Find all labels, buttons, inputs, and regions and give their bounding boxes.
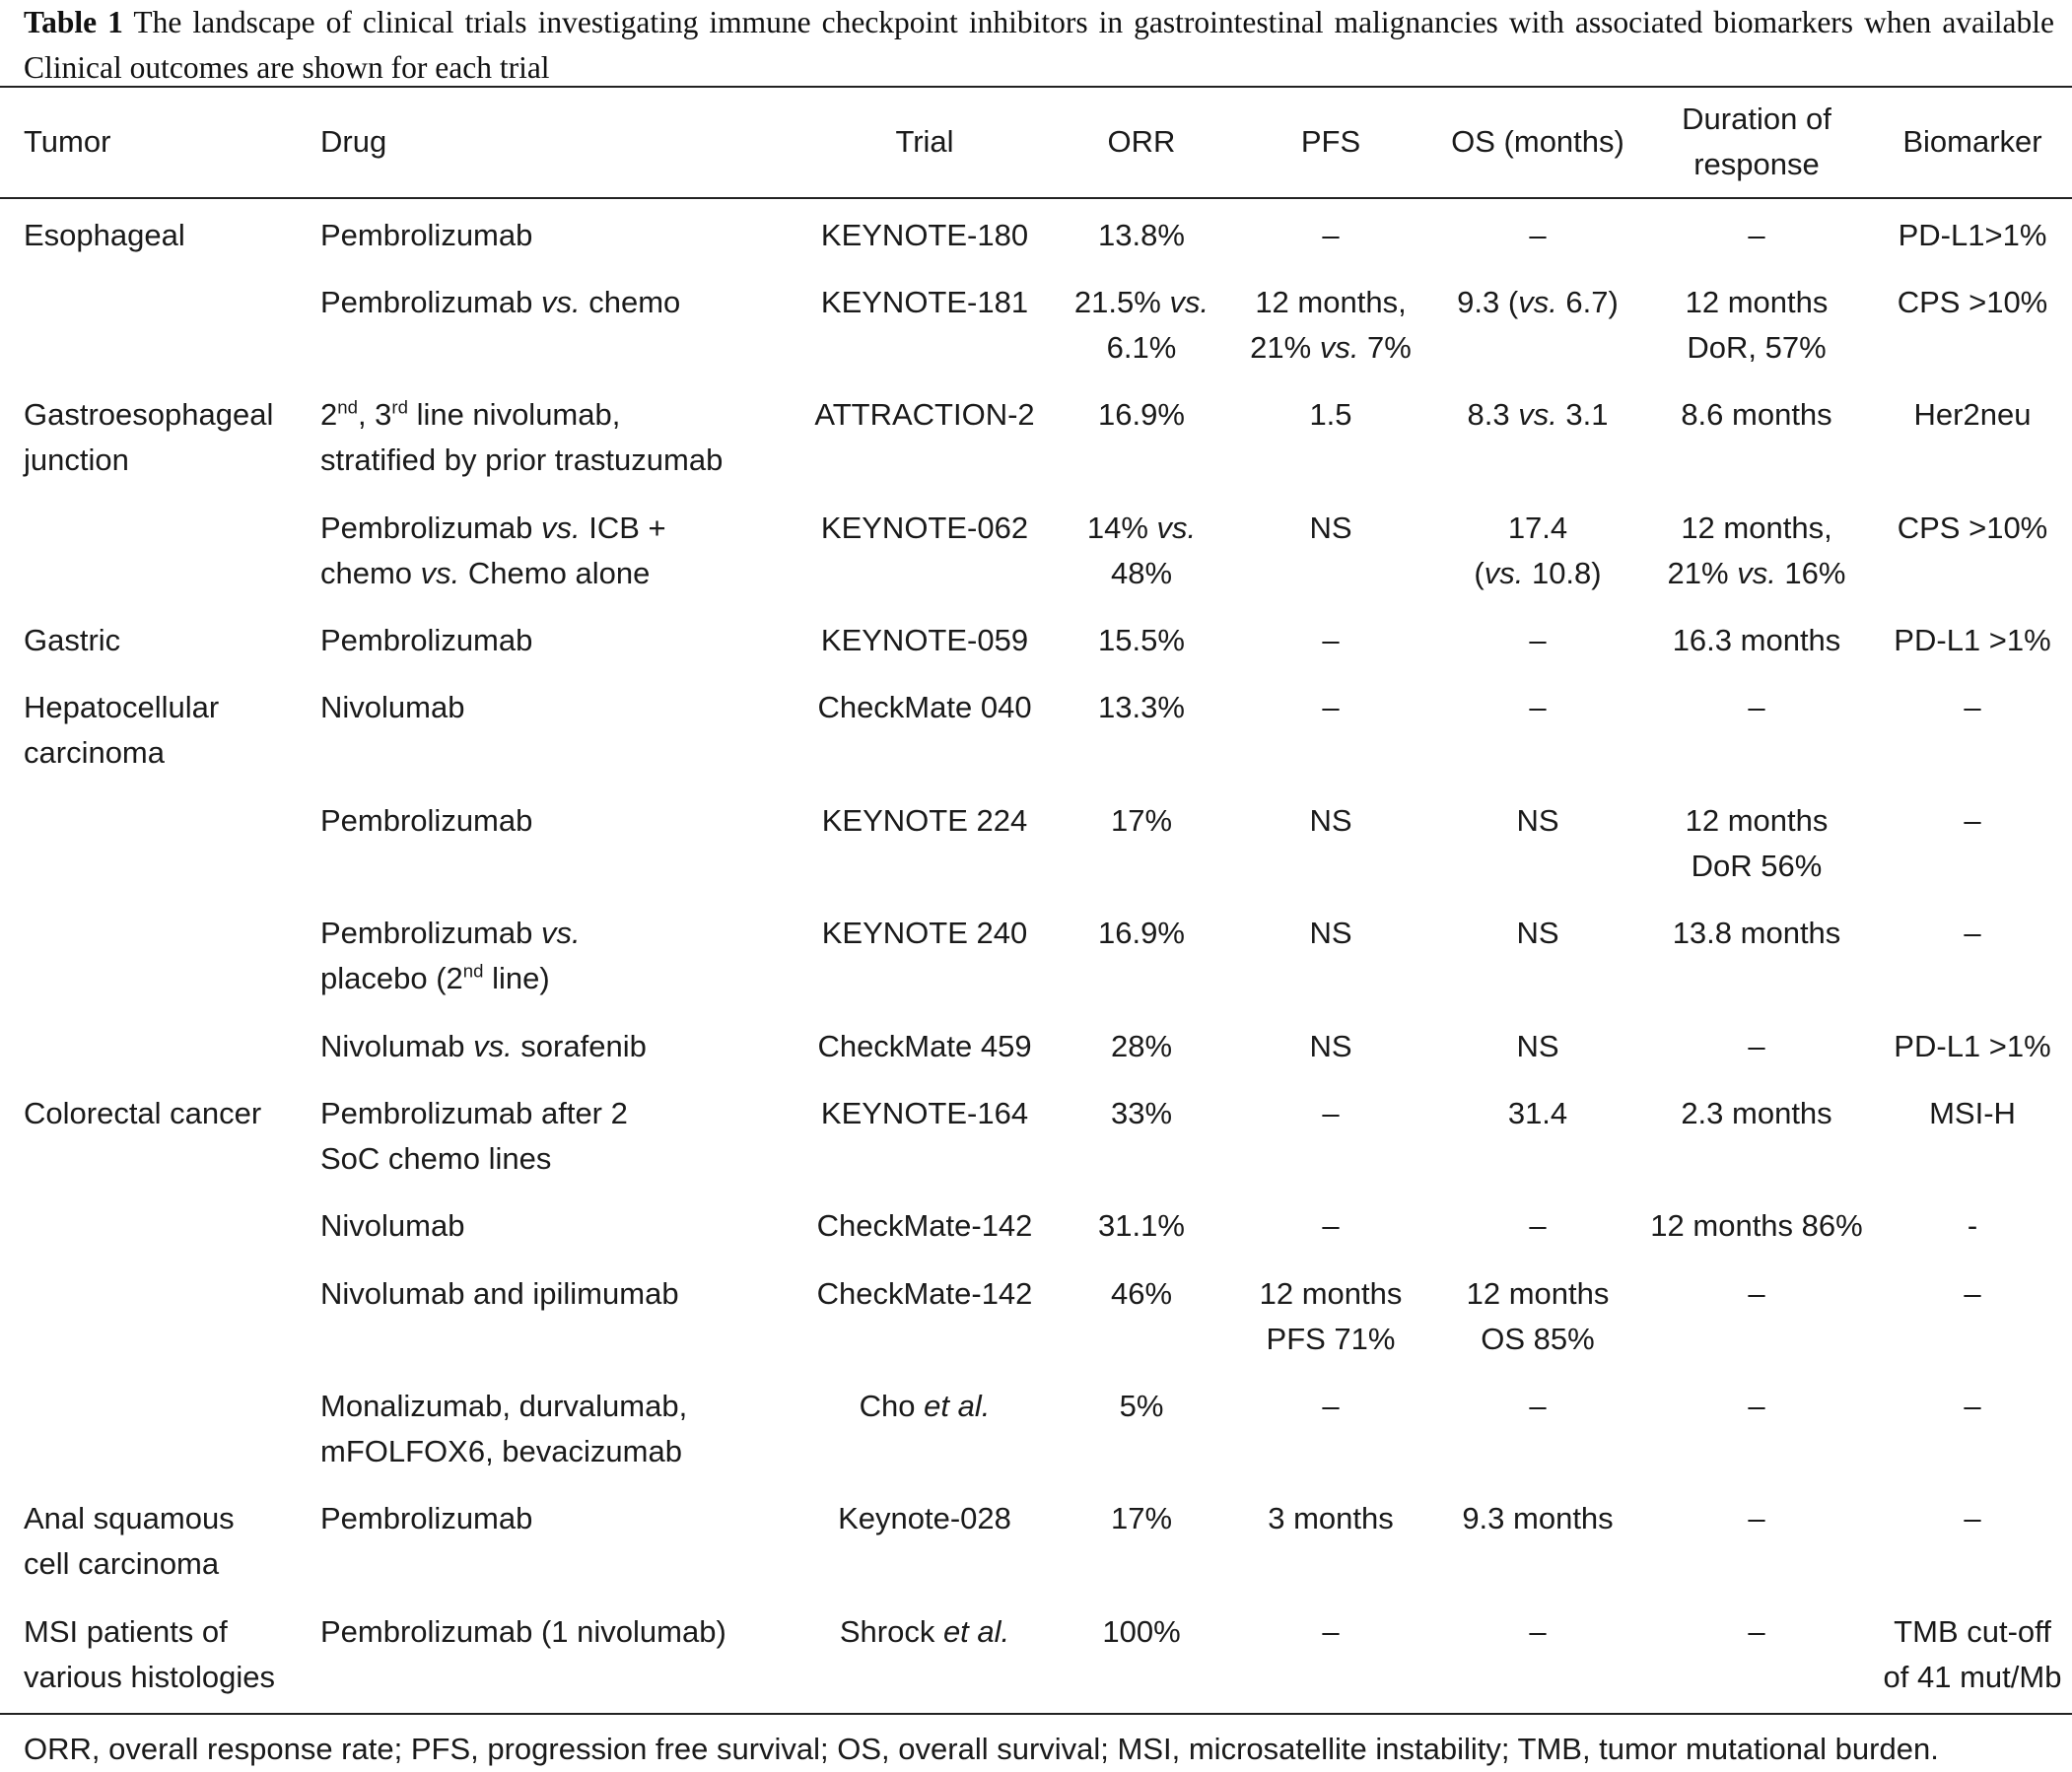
- cell-biomarker: –: [1964, 1389, 1981, 1423]
- cell-os: 31.4: [1507, 1096, 1568, 1130]
- cell-os: NS: [1516, 803, 1559, 838]
- cell-os: 12 months OS 85%: [1466, 1276, 1610, 1356]
- cell-trial: KEYNOTE-164: [820, 1096, 1029, 1130]
- cell-biomarker: TMB cut-off of 41 mut/Mb: [1883, 1614, 2062, 1694]
- cell-biomarker: PD-L1 >1%: [1894, 623, 2051, 657]
- cell-trial: KEYNOTE 224: [821, 803, 1028, 838]
- cell-orr: 16.9%: [1098, 916, 1185, 950]
- cell-drug: Pembrolizumab (1 nivolumab): [320, 1614, 726, 1649]
- cell-pfs: –: [1322, 690, 1340, 724]
- cell-orr: 15.5%: [1098, 623, 1185, 657]
- cell-drug: Nivolumab: [320, 1208, 465, 1243]
- cell-pfs: –: [1322, 1389, 1340, 1423]
- cell-biomarker: –: [1964, 1276, 1981, 1311]
- cell-orr: 33%: [1110, 1096, 1173, 1130]
- cell-drug: Pembrolizumab after 2 SoC chemo lines: [320, 1096, 628, 1176]
- cell-trial: Cho et al.: [859, 1389, 991, 1423]
- cell-trial: KEYNOTE-181: [820, 285, 1029, 319]
- header-duration-of-response: Duration of response: [1682, 102, 1831, 181]
- cell-trial: ATTRACTION-2: [814, 397, 1035, 432]
- cell-orr: 13.8%: [1098, 218, 1185, 252]
- cell-trial: KEYNOTE-059: [820, 623, 1029, 657]
- cell-tumor: Anal squamous cell carcinoma: [24, 1501, 235, 1581]
- cell-drug: 2nd, 3rd line nivolumab, stratified by prior trastuzumab: [320, 396, 724, 477]
- cell-orr: 14% vs. 48%: [1086, 511, 1197, 590]
- cell-biomarker: PD-L1 >1%: [1894, 1029, 2051, 1063]
- cell-os: 8.3 vs. 3.1: [1467, 397, 1609, 432]
- cell-os: 9.3 months: [1462, 1501, 1614, 1535]
- cell-pfs: NS: [1309, 1029, 1352, 1063]
- cell-drug: Pembrolizumab: [320, 218, 533, 252]
- cell-trial: KEYNOTE-180: [820, 218, 1029, 252]
- cell-os: –: [1529, 690, 1547, 724]
- cell-trial: CheckMate-142: [816, 1276, 1033, 1311]
- cell-os: NS: [1516, 916, 1559, 950]
- cell-duration-of-response: –: [1748, 1389, 1765, 1423]
- cell-biomarker: -: [1967, 1208, 1978, 1243]
- cell-duration-of-response: –: [1748, 690, 1765, 724]
- cell-pfs: NS: [1309, 916, 1352, 950]
- cell-drug: Monalizumab, durvalumab, mFOLFOX6, bevacizumab: [320, 1389, 688, 1468]
- cell-tumor: Esophageal: [24, 218, 185, 252]
- cell-orr: 17%: [1110, 803, 1173, 838]
- header-trial: Trial: [895, 124, 954, 159]
- header-tumor: Tumor: [24, 124, 111, 159]
- cell-drug: Pembrolizumab vs. ICB + chemo vs. Chemo alone: [320, 511, 666, 590]
- cell-duration-of-response: 16.3 months: [1672, 623, 1841, 657]
- cell-tumor: Hepatocellular carcinoma: [24, 690, 220, 770]
- header-biomarker: Biomarker: [1902, 124, 2042, 159]
- cell-pfs: 12 months PFS 71%: [1259, 1276, 1403, 1356]
- cell-drug: Pembrolizumab vs. placebo (2nd line): [320, 916, 581, 995]
- cell-drug: Pembrolizumab: [320, 803, 533, 838]
- cell-drug: Pembrolizumab: [320, 623, 533, 657]
- cell-os: –: [1529, 623, 1547, 657]
- cell-trial: KEYNOTE 240: [821, 916, 1028, 950]
- cell-biomarker: CPS >10%: [1897, 285, 2048, 319]
- cell-trial: CheckMate-142: [816, 1208, 1033, 1243]
- cell-orr: 31.1%: [1098, 1208, 1185, 1243]
- cell-orr: 46%: [1110, 1276, 1173, 1311]
- cell-duration-of-response: 2.3 months: [1681, 1096, 1832, 1130]
- cell-biomarker: –: [1964, 1501, 1981, 1535]
- cell-pfs: –: [1322, 623, 1340, 657]
- cell-biomarker: –: [1964, 803, 1981, 838]
- cell-duration-of-response: 12 months 86%: [1650, 1208, 1863, 1243]
- header-drug: Drug: [320, 124, 387, 159]
- cell-orr: 16.9%: [1098, 397, 1185, 432]
- table-caption: [24, 0, 2054, 91]
- caption-text: The landscape of clinical trials investigating immune checkpoint inhibitors in gastrointestinal malignancies with associated biomarkers when available Clinical outcomes are shown for each trial: [24, 5, 2055, 85]
- table-top-rule: [0, 86, 2072, 88]
- cell-tumor: MSI patients of various histologies: [24, 1614, 276, 1694]
- cell-pfs: –: [1322, 1208, 1340, 1243]
- cell-os: –: [1529, 1208, 1547, 1243]
- cell-biomarker: PD-L1>1%: [1898, 218, 2047, 252]
- cell-orr: 28%: [1110, 1029, 1173, 1063]
- cell-trial: CheckMate 459: [817, 1029, 1032, 1063]
- cell-duration-of-response: 8.6 months: [1681, 397, 1832, 432]
- table-footnote: ORR, overall response rate; PFS, progression free survival; OS, overall survival; MSI, microsatellite instability; TMB, tumor mutational burden.: [24, 1732, 1939, 1766]
- cell-os: –: [1529, 1389, 1547, 1423]
- cell-os: 17.4 (vs. 10.8): [1474, 511, 1602, 590]
- header-os: OS (months): [1451, 124, 1624, 159]
- cell-pfs: 12 months, 21% vs. 7%: [1250, 285, 1412, 365]
- table-bottom-rule: [0, 1713, 2072, 1715]
- cell-duration-of-response: 13.8 months: [1672, 916, 1841, 950]
- cell-drug: Pembrolizumab: [320, 1501, 533, 1535]
- cell-orr: 17%: [1110, 1501, 1173, 1535]
- header-pfs: PFS: [1300, 124, 1361, 159]
- cell-os: NS: [1516, 1029, 1559, 1063]
- cell-tumor: Colorectal cancer: [24, 1096, 262, 1130]
- cell-duration-of-response: –: [1748, 1501, 1765, 1535]
- cell-biomarker: –: [1964, 690, 1981, 724]
- cell-pfs: NS: [1309, 803, 1352, 838]
- cell-pfs: NS: [1309, 511, 1352, 545]
- cell-orr: 100%: [1102, 1614, 1181, 1649]
- cell-biomarker: CPS >10%: [1897, 511, 2048, 545]
- cell-drug: Nivolumab: [320, 690, 465, 724]
- cell-biomarker: –: [1964, 916, 1981, 950]
- caption-label: Table 1: [24, 5, 123, 39]
- cell-orr: 13.3%: [1098, 690, 1185, 724]
- cell-os: –: [1529, 1614, 1547, 1649]
- cell-pfs: –: [1322, 218, 1340, 252]
- cell-duration-of-response: 12 months, 21% vs. 16%: [1667, 511, 1846, 590]
- cell-drug: Nivolumab and ipilimumab: [320, 1276, 679, 1311]
- cell-duration-of-response: 12 months DoR, 57%: [1685, 285, 1829, 365]
- cell-duration-of-response: –: [1748, 1029, 1765, 1063]
- cell-pfs: 1.5: [1309, 397, 1352, 432]
- cell-tumor: Gastroesophageal junction: [24, 397, 274, 477]
- cell-duration-of-response: –: [1748, 218, 1765, 252]
- cell-biomarker: MSI-H: [1929, 1096, 2016, 1130]
- cell-pfs: –: [1322, 1614, 1340, 1649]
- cell-trial: Shrock et al.: [839, 1614, 1010, 1649]
- cell-os: –: [1529, 218, 1547, 252]
- cell-os: 9.3 (vs. 6.7): [1457, 285, 1619, 319]
- cell-trial: Keynote-028: [838, 1501, 1011, 1535]
- cell-orr: 21.5% vs. 6.1%: [1073, 285, 1209, 365]
- cell-duration-of-response: –: [1748, 1614, 1765, 1649]
- cell-trial: CheckMate 040: [817, 690, 1032, 724]
- cell-trial: KEYNOTE-062: [820, 511, 1029, 545]
- cell-drug: Nivolumab vs. sorafenib: [320, 1029, 647, 1063]
- cell-biomarker: Her2neu: [1913, 397, 2032, 432]
- cell-duration-of-response: 12 months DoR 56%: [1685, 803, 1829, 883]
- cell-pfs: 3 months: [1268, 1501, 1394, 1535]
- cell-duration-of-response: –: [1748, 1276, 1765, 1311]
- cell-orr: 5%: [1119, 1389, 1164, 1423]
- cell-pfs: –: [1322, 1096, 1340, 1130]
- header-orr: ORR: [1107, 124, 1176, 159]
- cell-tumor: Gastric: [24, 623, 121, 657]
- table-header-rule: [0, 197, 2072, 199]
- cell-drug: Pembrolizumab vs. chemo: [320, 285, 681, 319]
